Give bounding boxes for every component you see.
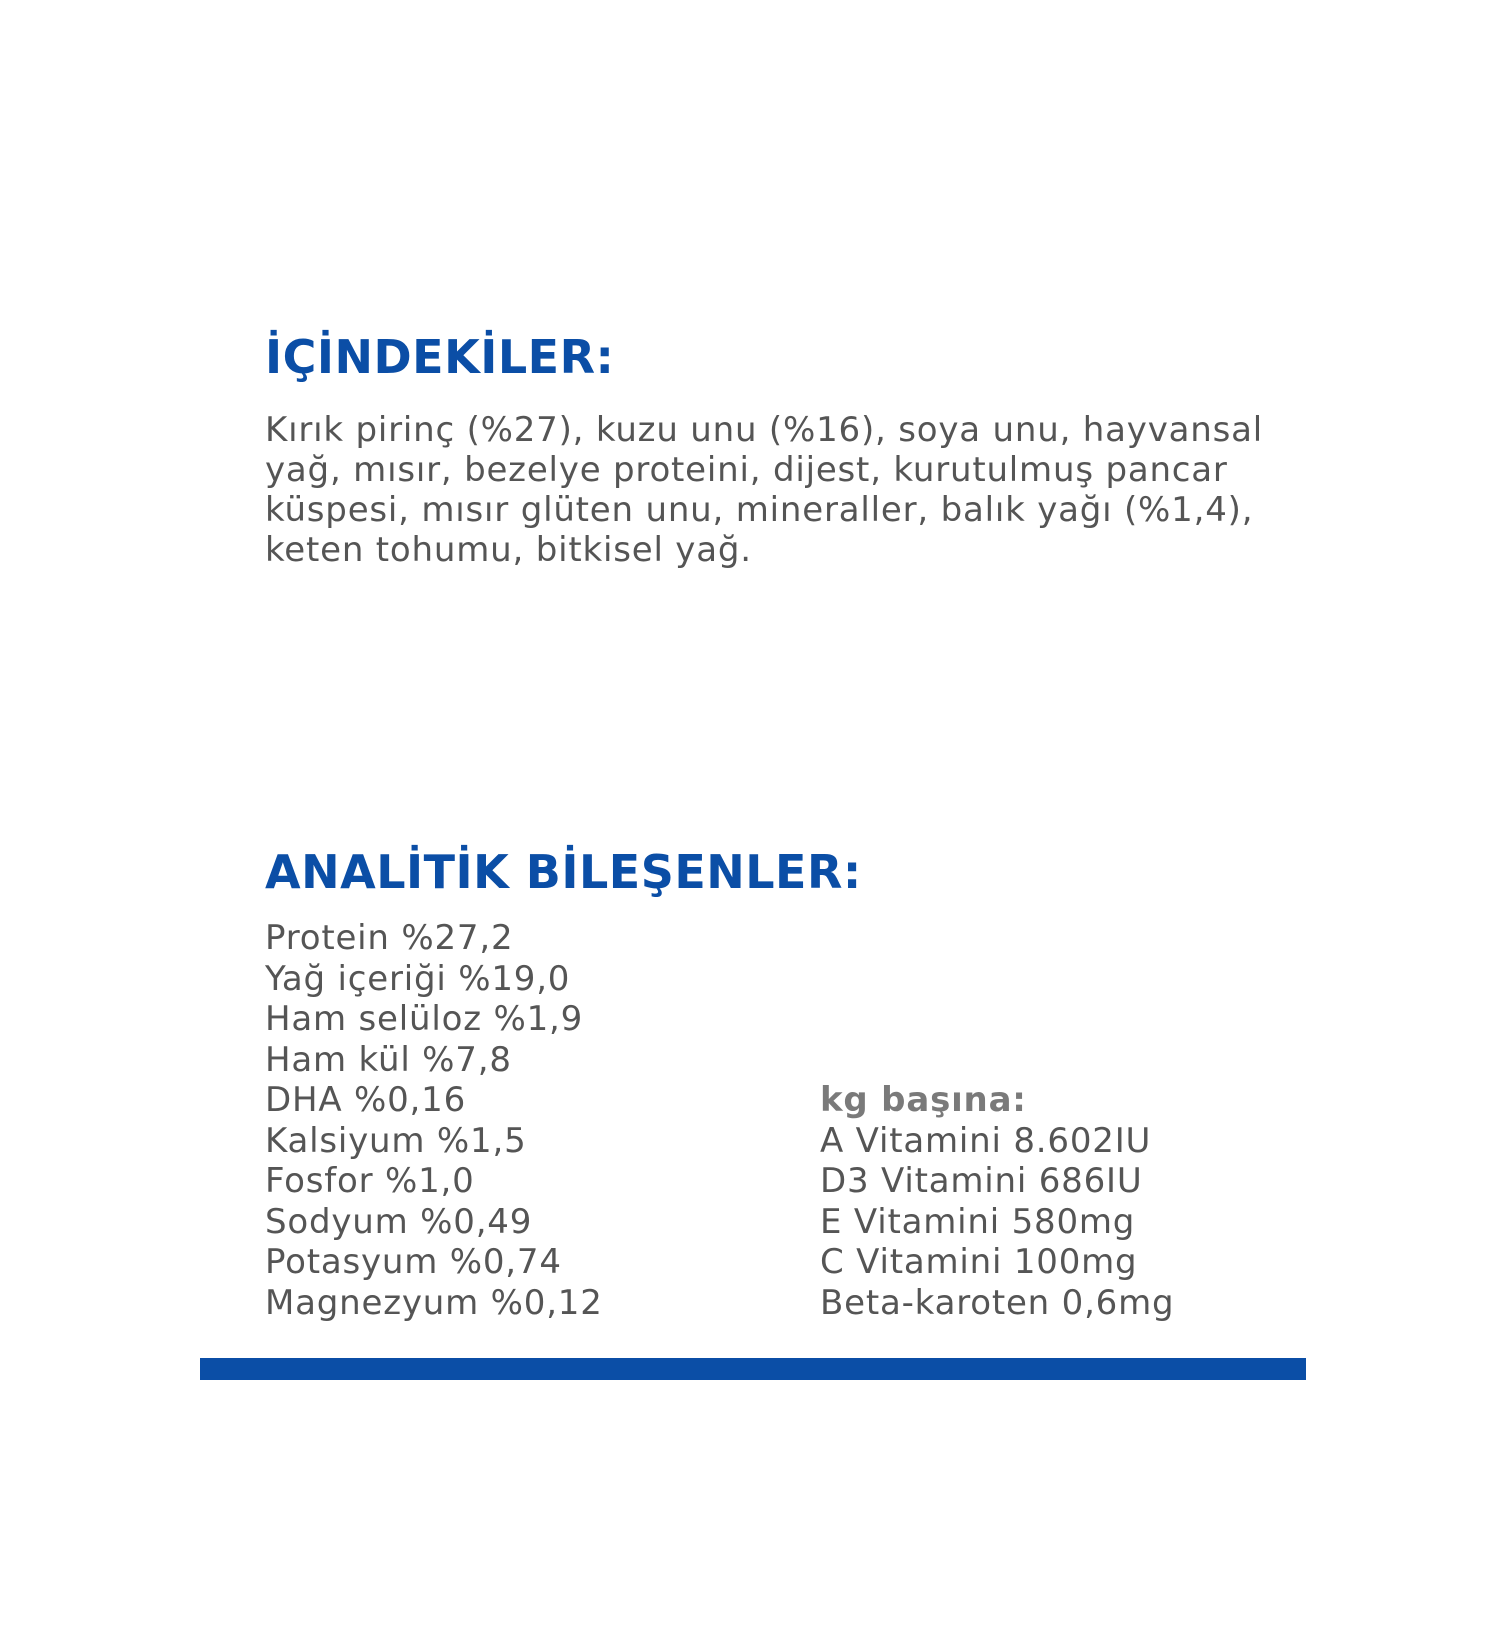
vitamin-item-e: E Vitamini 580mg xyxy=(820,1201,1136,1242)
ingredients-text: Kırık pirinç (%27), kuzu unu (%16), soya unu, hayvansal yağ, mısır, bezelye proteini, dijest, kurutulmuş pancar küspesi, mısır glüten unu, mineraller, balık yağı (%1,4), keten tohumu, bitkisel yağ. xyxy=(265,410,1263,570)
analytic-item-sodium: Sodyum %0,49 xyxy=(265,1201,533,1242)
analytic-item-phosphorus: Fosfor %1,0 xyxy=(265,1161,475,1201)
per-kg-vitamin-list xyxy=(820,1080,1174,1323)
analytic-components-list xyxy=(265,918,603,1323)
ingredients-heading: İÇİNDEKİLER: xyxy=(265,330,615,384)
vitamin-item-d3: D3 Vitamini 686IU xyxy=(820,1161,1143,1201)
vitamin-item-a: A Vitamini 8.602IU xyxy=(820,1120,1152,1161)
analytic-item-crude-fibre: Ham selüloz %1,9 xyxy=(265,999,584,1039)
vitamin-item-c: C Vitamini 100mg xyxy=(820,1242,1138,1282)
analytic-item-dha: DHA %0,16 xyxy=(265,1080,467,1120)
analytic-item-calcium: Kalsiyum %1,5 xyxy=(265,1120,527,1161)
analytic-item-fat: Yağ içeriği %19,0 xyxy=(265,958,571,999)
bottom-divider-bar xyxy=(200,1358,1306,1380)
analytic-components-heading: ANALİTİK BİLEŞENLER: xyxy=(265,845,862,899)
per-kg-label: kg başına: xyxy=(820,1080,1027,1120)
analytic-item-potassium: Potasyum %0,74 xyxy=(265,1242,562,1282)
analytic-item-protein: Protein %27,2 xyxy=(265,918,514,958)
analytic-item-magnesium: Magnezyum %0,12 xyxy=(265,1282,603,1323)
vitamin-item-beta-carotene: Beta-karoten 0,6mg xyxy=(820,1282,1175,1323)
analytic-item-crude-ash: Ham kül %7,8 xyxy=(265,1039,512,1080)
